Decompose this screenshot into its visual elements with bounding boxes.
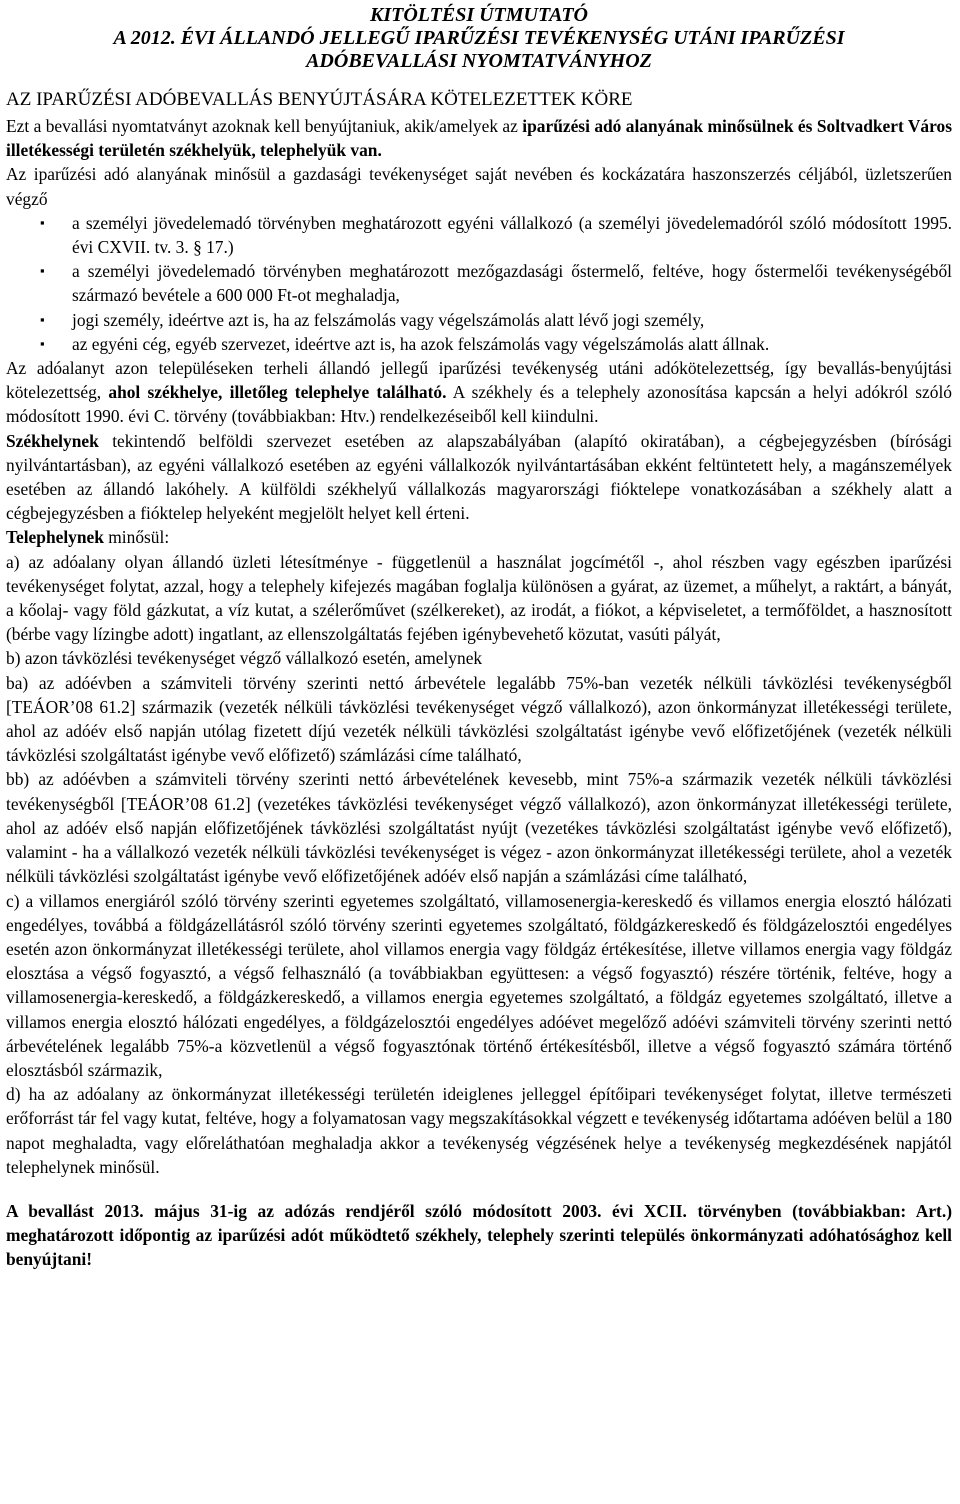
obligation-paragraph bbox=[6, 356, 952, 429]
document-title bbox=[6, 0, 952, 73]
taxpayer-bullet-list bbox=[6, 211, 952, 356]
intro-text: Ezt a bevallási nyomtatványt azoknak kell benyújtaniuk, akik/amelyek az bbox=[6, 116, 523, 136]
intro-bold-text: iparűzési adó alanyának minősülnek és Soltvadkert Város illetékességi területén székhelyük, telephelyük van. bbox=[6, 116, 952, 161]
premises-item-d: d) ha az adóalany az önkormányzat illetékességi területén ideiglenes jelleggel építőipari tevékenységet folytat, illetve természeti erőforrást tár fel vagy kutat, feltéve, hogy a folyamatosan vagy megszakításokkal végzett e tevékenység időtartama adóéven belül a 180 napot meghaladta, vagy előreláthatóan meghaladja akkor a tevékenység végzésének helye a tevékenység megkezdésének napjától telephelynek minősül. bbox=[6, 1084, 952, 1177]
premises-item-a: a) az adóalany olyan állandó üzleti létesítménye - függetlenül a használat jogcímétől -, ahol részben vagy egészben iparűzési tevékenységet folytat, azzal, hogy a telephely kifejezés magában foglalja különösen a gyárat, az üzemet, a műhelyt, a raktárt, a bányát, a kőolaj- vagy föld gázkutat, a víz kutat, a szélerőművet (szélkereket), az irodát, a fiókot, a képviseletet, a termőföldet, a hasznosított (bérbe vagy lízingbe adott) ingatlant, az ellenszolgáltatás fejében igénybevehető közutat, vasúti pályát, bbox=[6, 551, 952, 645]
bullet-item bbox=[6, 308, 952, 332]
obligation-bold-text: ahol székhelye, illetőleg telephelye található. bbox=[108, 382, 447, 403]
bullet-text: a személyi jövedelemadó törvényben meghatározott mezőgazdasági őstermelő, feltéve, hogy őstermelői tevékenységéből származó bevétele a 600 000 Ft-ot meghaladja, bbox=[72, 261, 952, 306]
headquarters-paragraph bbox=[6, 429, 952, 526]
premises-item-b: b) azon távközlési tevékenységet végző vállalkozó esetén, amelynek bbox=[6, 648, 483, 669]
taxpayer-definition-paragraph: Az iparűzési adó alanyának minősül a gazdasági tevékenységet saját nevében és kockázatára haszonszerzés céljából, üzletszerűen végző bbox=[6, 164, 952, 209]
bullet-square-icon: ▪ bbox=[40, 263, 45, 279]
premises-intro-text: minősül: bbox=[103, 527, 170, 548]
bullet-square-icon: ▪ bbox=[40, 311, 45, 327]
premises-intro bbox=[6, 525, 952, 549]
bullet-square-icon: ▪ bbox=[40, 335, 45, 351]
bullet-square-icon: ▪ bbox=[40, 214, 45, 230]
bullet-item bbox=[6, 211, 952, 259]
title-line-3: ADÓBEVALLÁSI NYOMTATVÁNYHOZ bbox=[306, 50, 652, 72]
bullet-text: a személyi jövedelemadó törvényben meghatározott egyéni vállalkozó (a személyi jövedelemadóról szóló módosított 1995. évi CXVII. tv. 3. § 17.) bbox=[72, 212, 952, 258]
obligation-text-1: Az adóalanyt azon településeken terheli állandó jellegű iparűzési tevékenység utáni adókötelezettség, így bevallás-benyújtási kötelezettség, bbox=[6, 358, 952, 403]
obligation-text-2: A székhely és a telephely azonosítása kapcsán a helyi adókról szóló módosított 1990. évi C. törvény (továbbiakban: Htv.) rendelkezéseiből kell kiindulni. bbox=[6, 382, 952, 427]
bullet-item bbox=[6, 259, 952, 307]
premises-item-c: c) a villamos energiáról szóló törvény szerinti egyetemes szolgáltató, villamosenergia-kereskedő és villamos energia elosztó hálózati engedélyes, továbbá a földgázellátásról szóló törvény szerinti egyetemes szolgáltató, földgázkereskedő és földgázelosztói engedélyes esetén azon önkormányzat illetékességi területe, ahol villamos energia vagy földgáz értékesítése, illetve villamos energia vagy földgáz elosztása a végső fogyasztó, a végső felhasználó (a továbbiakban együttesen: a végső fogyasztó) részére történik, feltéve, hogy a villamosenergia-kereskedő, a földgázkereskedő, a villamos energia egyetemes szolgáltató, a földgáz egyetemes szolgáltató, illetve a villamos energia elosztó hálózati engedélyes, a földgázelosztói engedélyes adóévet megelőző adóévi számviteli törvény szerinti nettó árbevételének legalább 75%-a közvetlenül a végső fogyasztónak történő értékesítésből, illetve a végső fogyasztó számára történő elosztásból származik, bbox=[6, 890, 952, 1080]
premises-term: Telephelynek bbox=[6, 527, 104, 548]
premises-item-bb: bb) az adóévben a számviteli törvény szerinti nettó árbevételének kevesebb, mint 75%-a származik vezeték nélküli távközlési tevékenységből [TEÁOR’08 61.2] (vezetékes távközlési tevékenységet végző vállalkozó), azon önkormányzat illetékességi területe, ahol az adóév első napján előfizetőjének távközlési szolgáltatást nyújt (vezetékes távközlési szolgáltatást igénybe vevő előfizető), valamint - ha a vállalkozó vezeték nélküli távközlési tevékenységet is végez - azon önkormányzat illetékességi területe, ahol a vezeték nélküli távközlési szolgáltatást igénybe vevő előfizetőjének adóév első napján a számlázási címe található, bbox=[6, 769, 952, 887]
bullet-text: az egyéni cég, egyéb szervezet, ideértve azt is, ha azok felszámolás vagy végelszámolás alatt állnak. bbox=[72, 333, 770, 354]
submission-deadline-paragraph: A bevallást 2013. május 31-ig az adózás rendjéről szóló módosított 2003. évi XCII. törvényben (továbbiakban: Art.) meghatározott időpontig az iparűzési adót működtető székhely, telephely szerinti település önkormányzati adóhatósághoz kell benyújtani! bbox=[6, 1200, 952, 1270]
title-line-2: A 2012. ÉVI ÁLLANDÓ JELLEGŰ IPARŰZÉSI TEVÉKENYSÉG UTÁNI IPARŰZÉSI bbox=[113, 27, 845, 49]
premises-item-ba: ba) az adóévben a számviteli törvény szerinti nettó árbevétele legalább 75%-ban vezeték nélküli távközlési tevékenységből [TEÁOR’08 61.2] származik (vezeték nélküli távközlési tevékenységet végző vállalkozó), azon önkormányzat illetékességi területe, ahol az adóév első napján utólag fizetett díjú vezeték nélküli távközlési szolgáltatást igénybe vevő előfizetőjének (vezeték nélküli távközlési szolgáltatást igénybe vevő előfizető) számlázási címe található, bbox=[6, 672, 952, 766]
intro-paragraph bbox=[6, 114, 952, 162]
bullet-text: jogi személy, ideértve azt is, ha az felszámolás vagy végelszámolás alatt lévő jogi személy, bbox=[72, 309, 705, 330]
section-heading: AZ IPARŰZÉSI ADÓBEVALLÁS BENYÚJTÁSÁRA KÖTELEZETTEK KÖRE bbox=[6, 89, 633, 110]
bullet-item bbox=[6, 332, 952, 356]
title-line-1: KITÖLTÉSI ÚTMUTATÓ bbox=[370, 4, 588, 26]
headquarters-definition: tekintendő belföldi szervezet esetében az alapszabályában (alapító okiratában), a cégbejegyzésben (bírósági nyilvántartásban), az egyéni vállalkozó esetében az egyéni vállalkozók nyilvántartásában ekként feltüntetett hely, a magánszemélyek esetében az állandó lakóhely. A külföldi székhelyű vállalkozás magyarországi fióktelepe vonatkozásában a székhely alatt a cégbejegyzésben a fióktelep helyeként megjelölt helyet kell érteni. bbox=[6, 430, 952, 524]
headquarters-term: Székhelynek bbox=[6, 430, 99, 451]
